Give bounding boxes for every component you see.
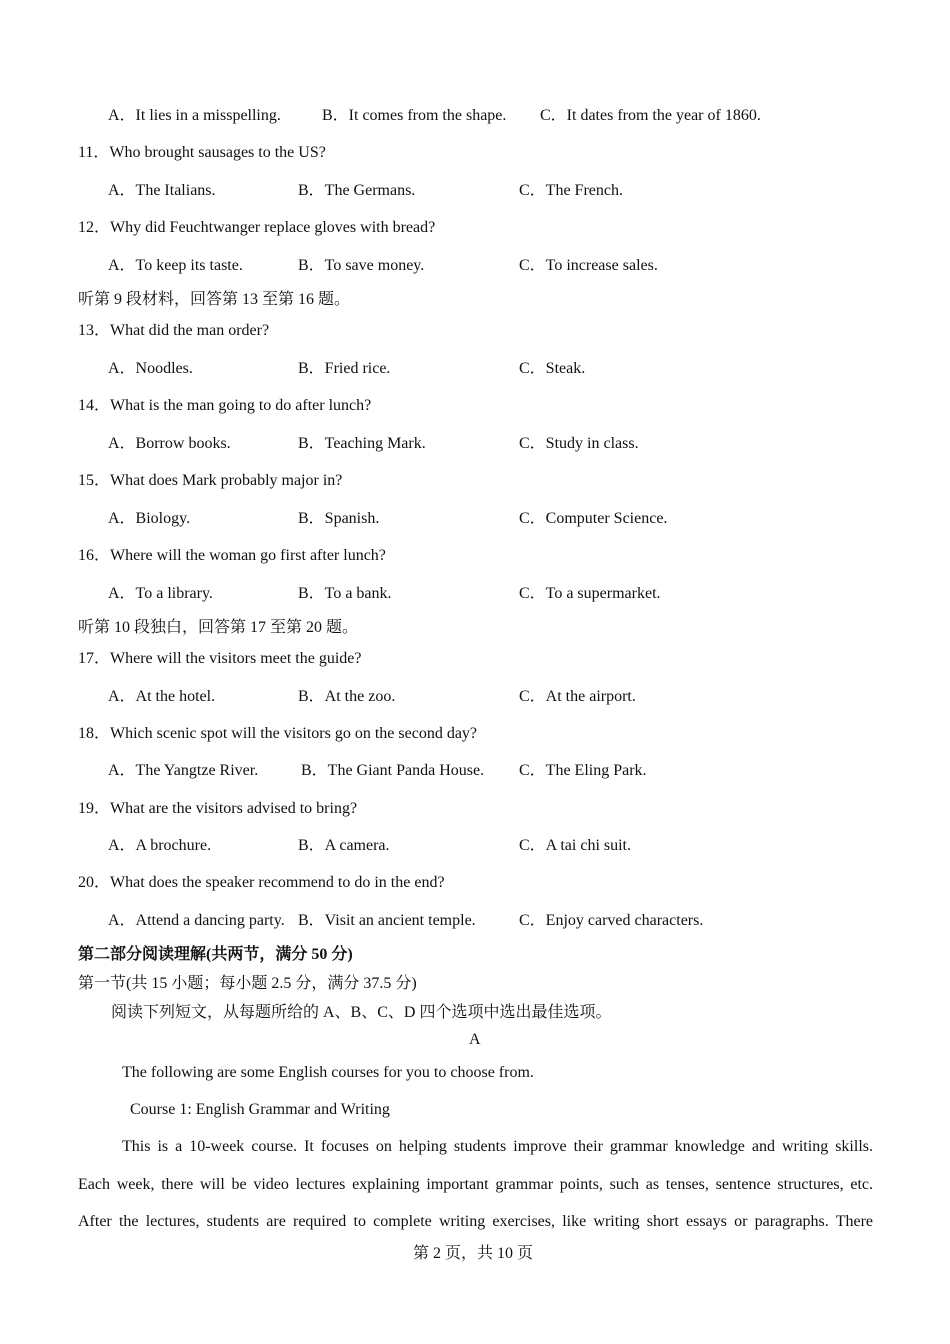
- question-15: 15．What does Mark probably major in?: [78, 472, 343, 489]
- reading-instruction: 阅读下列短文，从每题所给的 A、B、C、D 四个选项中选出最佳选项。: [111, 1004, 612, 1021]
- q16-option-c: C．To a supermarket.: [519, 585, 661, 602]
- paragraph-line-3: After the lectures, students are required to complete writing exercises, like writing short essays or paragraphs. There: [78, 1213, 873, 1230]
- q18-option-b: B．The Giant Panda House.: [301, 762, 485, 779]
- part-2-heading: 第二部分阅读理解(共两节，满分 50 分): [78, 946, 353, 963]
- question-16: 16．Where will the woman go first after lunch?: [78, 547, 386, 564]
- question-19: 19．What are the visitors advised to bring?: [78, 800, 358, 817]
- q10-option-b: B．It comes from the shape.: [322, 107, 507, 124]
- question-18: 18．Which scenic spot will the visitors go on the second day?: [78, 725, 478, 742]
- q19-option-b: B．A camera.: [298, 837, 390, 854]
- q15-option-c: C．Computer Science.: [519, 510, 668, 527]
- q13-option-a: A．Noodles.: [108, 360, 193, 377]
- q18-option-a: A．The Yangtze River.: [108, 762, 259, 779]
- q15-option-a: A．Biology.: [108, 510, 191, 527]
- section-1-heading: 第一节(共 15 小题；每小题 2.5 分，满分 37.5 分): [78, 975, 417, 992]
- q10-option-a: A．It lies in a misspelling.: [108, 107, 281, 124]
- q19-option-c: C．A tai chi suit.: [519, 837, 632, 854]
- question-12: 12．Why did Feuchtwanger replace gloves with bread?: [78, 219, 436, 236]
- q11-option-a: A．The Italians.: [108, 182, 216, 199]
- passage-label: A: [469, 1031, 481, 1048]
- q18-option-c: C．The Eling Park.: [519, 762, 647, 779]
- question-20: 20．What does the speaker recommend to do in the end?: [78, 874, 445, 891]
- q14-option-b: B．Teaching Mark.: [298, 435, 426, 452]
- section-9-instruction: 听第 9 段材料，回答第 13 至第 16 题。: [78, 291, 351, 308]
- q17-option-b: B．At the zoo.: [298, 688, 396, 705]
- question-11: 11．Who brought sausages to the US?: [78, 144, 326, 161]
- q10-option-c: C．It dates from the year of 1860.: [540, 107, 761, 124]
- page-footer: 第 2 页，共 10 页: [413, 1245, 534, 1262]
- question-17: 17．Where will the visitors meet the guide?: [78, 650, 362, 667]
- question-13: 13．What did the man order?: [78, 322, 270, 339]
- q15-option-b: B．Spanish.: [298, 510, 380, 527]
- q16-option-a: A．To a library.: [108, 585, 213, 602]
- q12-option-a: A．To keep its taste.: [108, 257, 243, 274]
- paragraph-line-2: Each week, there will be video lectures explaining important grammar points, such as tenses, sentence structures, etc.: [78, 1176, 873, 1193]
- q20-option-a: A．Attend a dancing party.: [108, 912, 285, 929]
- q17-option-c: C．At the airport.: [519, 688, 636, 705]
- q12-option-b: B．To save money.: [298, 257, 425, 274]
- q11-option-c: C．The French.: [519, 182, 623, 199]
- q20-option-c: C．Enjoy carved characters.: [519, 912, 704, 929]
- question-14: 14．What is the man going to do after lunch?: [78, 397, 372, 414]
- passage-intro: The following are some English courses for you to choose from.: [122, 1064, 534, 1081]
- q14-option-c: C．Study in class.: [519, 435, 639, 452]
- q16-option-b: B．To a bank.: [298, 585, 392, 602]
- section-10-instruction: 听第 10 段独白，回答第 17 至第 20 题。: [78, 619, 359, 636]
- paragraph-line-1: This is a 10-week course. It focuses on helping students improve their grammar knowledge and writing skills.: [122, 1138, 873, 1155]
- q13-option-c: C．Steak.: [519, 360, 586, 377]
- q14-option-a: A．Borrow books.: [108, 435, 231, 452]
- q12-option-c: C．To increase sales.: [519, 257, 658, 274]
- q11-option-b: B．The Germans.: [298, 182, 416, 199]
- q13-option-b: B．Fried rice.: [298, 360, 391, 377]
- q20-option-b: B．Visit an ancient temple.: [298, 912, 476, 929]
- q19-option-a: A．A brochure.: [108, 837, 212, 854]
- q17-option-a: A．At the hotel.: [108, 688, 216, 705]
- course-1-title: Course 1: English Grammar and Writing: [130, 1101, 390, 1118]
